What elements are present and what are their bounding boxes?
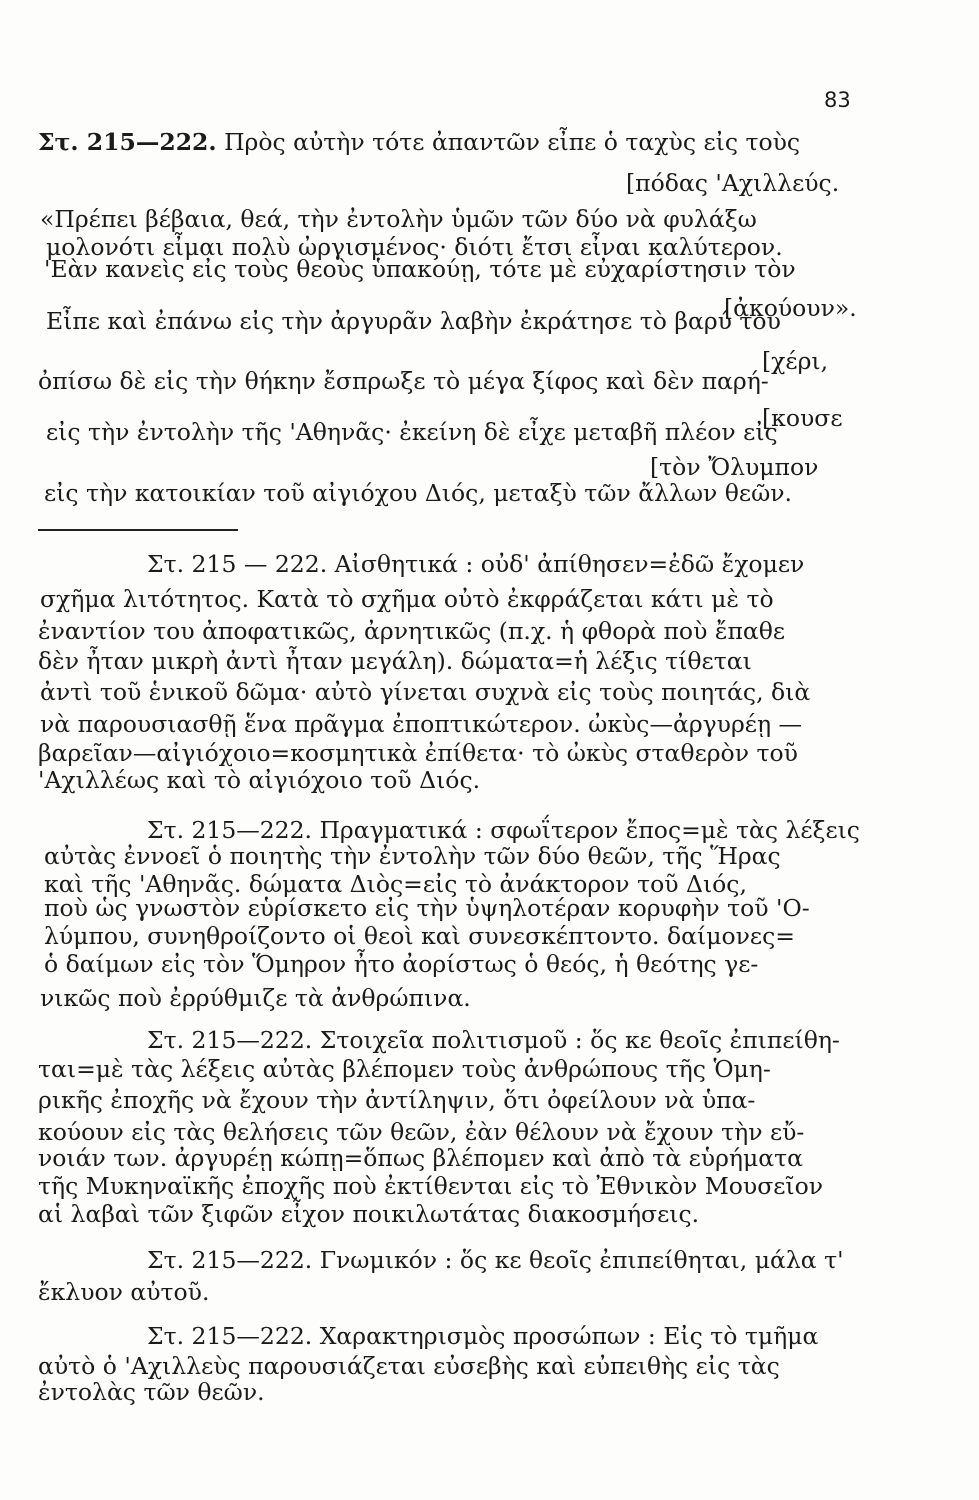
poem-verse-label: Στ. 215—222. bbox=[38, 128, 217, 156]
poem-line-3: «Πρέπει βέβαια, θεά, τὴν ἐντολὴν ὑμῶν τῶν δύο νὰ φυλάξω bbox=[40, 205, 757, 233]
page-number: 83 bbox=[824, 88, 851, 112]
note-characterization-line-1: Στ. 215—222. Χαρακτηρισμὸς προσώπων : Εἰς τὸ τμῆμα bbox=[147, 1322, 819, 1350]
poem-line-7: Εἶπε καὶ ἐπάνω εἰς τὴν ἀργυρᾶν λαβὴν ἐκράτησε τὸ βαρύ του bbox=[46, 307, 781, 335]
poem-line-1 bbox=[38, 128, 801, 156]
note-civilization-line-2: ται=μὲ τὰς λέξεις αὐτὰς βλέπομεν τοὺς ἀνθρώπους τῆς Ὁμη- bbox=[38, 1055, 771, 1083]
poem-line-11: εἰς τὴν ἐντολὴν τῆς 'Αθηνᾶς· ἐκείνη δὲ εἶχε μεταβῆ πλέον εἰς bbox=[46, 418, 778, 446]
note-characterization-line-3: ἐντολὰς τῶν θεῶν. bbox=[38, 1378, 265, 1406]
poem-line-8: [χέρι, bbox=[762, 347, 829, 375]
note-civilization-line-5: νοιάν των. ἀργυρέῃ κώπῃ=ὅπως βλέπομεν καὶ ἀπὸ τὰ εὑρήματα bbox=[38, 1144, 804, 1172]
note-factual-line-1: Στ. 215—222. Πραγματικά : σφωΐτερον ἔπος=μὲ τὰς λέξεις bbox=[147, 816, 860, 844]
note-aesthetic-line-8: 'Αχιλλέως καὶ τὸ αἰγιόχοιο τοῦ Διός. bbox=[38, 766, 481, 794]
note-aesthetic-line-1: Στ. 215 — 222. Αἰσθητικά : οὐδ' ἀπίθησεν=ἐδῶ ἔχομεν bbox=[147, 550, 805, 578]
note-civilization-line-7: αἱ λαβαὶ τῶν ξιφῶν εἶχον ποικιλωτάτας διακοσμήσεις. bbox=[38, 1200, 700, 1228]
poem-line-12: [τὸν Ὄλυμπον bbox=[650, 453, 819, 481]
section-divider bbox=[38, 529, 238, 531]
poem-line-4: μολονότι εἶμαι πολὺ ὠργισμένος· διότι ἔτσι εἶναι καλύτερον. bbox=[46, 233, 783, 261]
note-factual-line-7: νικῶς ποὺ ἐρρύθμιζε τὰ ἀνθρώπινα. bbox=[40, 984, 471, 1012]
poem-line-10: [κουσε bbox=[762, 404, 843, 432]
poem-line-5: 'Εὰν κανεὶς εἰς τοὺς θεοὺς ὑπακούῃ, τότε μὲ εὐχαρίστησιν τὸν bbox=[44, 255, 796, 283]
note-factual-line-4: ποὺ ὡς γνωστὸν εὑρίσκετο εἰς τὴν ὑψηλοτέραν κορυφὴν τοῦ 'Ο- bbox=[44, 894, 810, 922]
note-aesthetic-line-2: σχῆμα λιτότητος. Κατὰ τὸ σχῆμα οὐτὸ ἐκφράζεται κάτι μὲ τὸ bbox=[40, 585, 774, 613]
note-aesthetic-line-5: ἀντὶ τοῦ ἑνικοῦ δῶμα· αὐτὸ γίνεται συχνὰ εἰς τοὺς ποιητάς, διὰ bbox=[40, 678, 811, 706]
poem-line-9: ὀπίσω δὲ εἰς τὴν θήκην ἔσπρωξε τὸ μέγα ξίφος καὶ δὲν παρή- bbox=[38, 367, 769, 395]
note-aesthetic-line-7: βαρεῖαν—αἰγιόχοιο=κοσμητικὰ ἐπίθετα· τὸ ὠκὺς σταθερὸν τοῦ bbox=[38, 739, 798, 767]
note-maxim-line-1: Στ. 215—222. Γνωμικόν : ὅς κε θεοῖς ἐπιπείθηται, μάλα τ' bbox=[147, 1246, 844, 1274]
poem-line-13: εἰς τὴν κατοικίαν τοῦ αἰγιόχου Διός, μεταξὺ τῶν ἄλλων θεῶν. bbox=[44, 479, 793, 507]
note-factual-line-5: λύμπου, συνηθροίζοντο οἱ θεοὶ καὶ συνεσκέπτοντο. δαίμονες= bbox=[44, 922, 795, 950]
poem-line-2: [πόδας 'Αχιλλεύς. bbox=[626, 169, 840, 197]
note-characterization-line-2: αὐτὸ ὁ 'Αχιλλεὺς παρουσιάζεται εὐσεβὴς καὶ εὐπειθὴς εἰς τὰς bbox=[38, 1352, 780, 1380]
note-aesthetic-line-4: δὲν ἦταν μικρὴ ἀντὶ ἦταν μεγάλη). δώματα=ἡ λέξις τίθεται bbox=[38, 647, 752, 675]
note-aesthetic-line-3: ἐναντίον του ἀποφατικῶς, ἀρνητικῶς (π.χ. ἡ φθορὰ ποὺ ἔπαθε bbox=[38, 617, 786, 645]
note-maxim-line-2: ἔκλυον αὐτοῦ. bbox=[38, 1278, 210, 1306]
poem-line-text: Πρὸς αὐτὴν τότε ἀπαντῶν εἶπε ὁ ταχὺς εἰς τοὺς bbox=[216, 128, 801, 156]
poem-line-6: [ἀκούουν». bbox=[724, 294, 857, 322]
note-factual-line-2: αὐτὰς ἐννοεῖ ὁ ποιητὴς τὴν ἐντολὴν τῶν δύο θεῶν, τῆς Ἥρας bbox=[44, 842, 781, 870]
note-factual-line-6: ὁ δαίμων εἰς τὸν Ὅμηρον ἦτο ἀορίστως ὁ θεός, ἡ θεότης γε- bbox=[44, 950, 759, 978]
note-civilization-line-1: Στ. 215—222. Στοιχεῖα πολιτισμοῦ : ὅς κε θεοῖς ἐπιπείθη- bbox=[147, 1026, 840, 1054]
note-factual-line-3: καὶ τῆς 'Αθηνᾶς. δώματα Διὸς=εἰς τὸ ἀνάκτορον τοῦ Διός, bbox=[44, 870, 747, 898]
note-civilization-line-4: κούουν εἰς τὰς θελήσεις τῶν θεῶν, ἐὰν θέλουν νὰ ἔχουν τὴν εὔ- bbox=[38, 1118, 805, 1146]
note-civilization-line-3: ρικῆς ἐποχῆς νὰ ἔχουν τὴν ἀντίληψιν, ὅτι ὀφείλουν νὰ ὑπα- bbox=[38, 1086, 756, 1114]
note-civilization-line-6: τῆς Μυκηναϊκῆς ἐποχῆς ποὺ ἐκτίθενται εἰς τὸ Ἐθνικὸν Μουσεῖον bbox=[38, 1172, 824, 1200]
note-aesthetic-line-6: νὰ παρουσιασθῇ ἕνα πρᾶγμα ἐποπτικώτερον. ὠκὺς—ἀργυρέῃ — bbox=[40, 710, 803, 738]
